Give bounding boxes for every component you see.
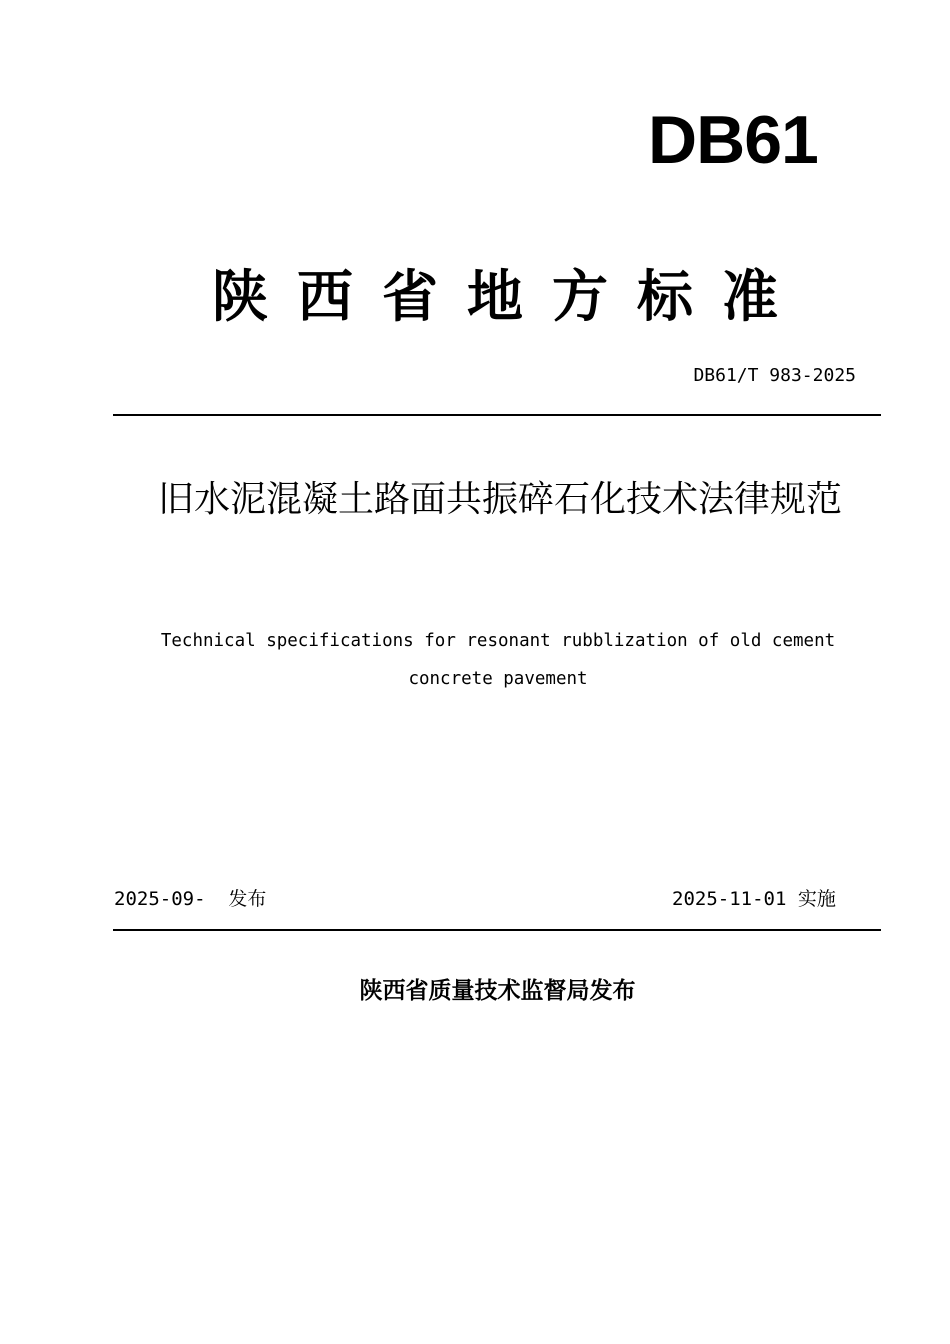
issue-date: 2025-09- 发布 — [114, 888, 267, 910]
publisher: 陕西省质量技术监督局发布 — [359, 978, 636, 1004]
implementation-date: 2025-11-01 实施 — [672, 888, 836, 910]
standard-number: DB61/T 983-2025 — [693, 365, 856, 386]
top-divider — [113, 414, 881, 416]
document-title-chinese: 旧水泥混凝土路面共振碎石化技术法律规范 — [157, 479, 842, 520]
standard-code-logo: DB61 — [648, 102, 818, 178]
standard-type-heading: 陕西省地方标准 — [212, 265, 807, 330]
document-title-english: Technical specifications for resonant rubblization of old cement concrete pavement — [160, 631, 836, 689]
bottom-divider — [113, 929, 881, 931]
